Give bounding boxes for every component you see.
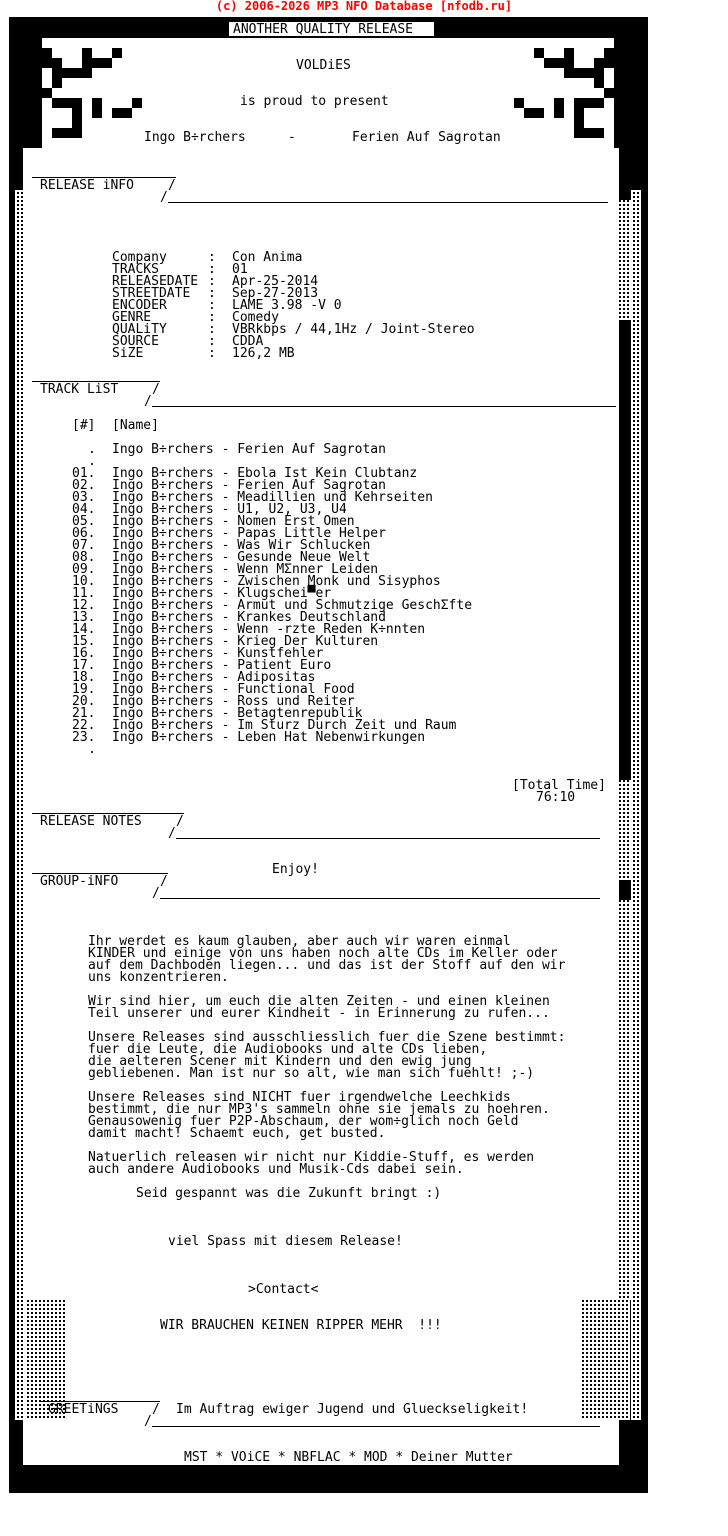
greetings-heading: GREETiNGS [48, 1402, 119, 1417]
release-info-key: SiZE [112, 346, 144, 361]
group-info-slash-2: / [152, 886, 160, 901]
track-number: 06. [72, 526, 96, 541]
track-list-rule [152, 406, 616, 407]
release-info-colon: : [208, 250, 216, 265]
track-name: Ingo B÷rchers - Betagtenrepublik [112, 706, 363, 721]
track-number: 01. [72, 466, 96, 481]
track-number: 16. [72, 646, 96, 661]
greetings-slash-1: / [152, 1402, 160, 1417]
track-number: 17. [72, 658, 96, 673]
greetings-names: MST * VOiCE * NBFLAC * MOD * Deiner Mutter [184, 1450, 513, 1465]
release-notes-rule [176, 838, 600, 839]
track-number: 13. [72, 610, 96, 625]
bottom-right-dither [580, 1300, 630, 1420]
group-info-line: Unsere Releases sind NICHT fuer irgendwelche Leechkids [88, 1090, 511, 1105]
group-info-line: KINDER und einige von uns haben noch alte CDs im Keller oder [88, 946, 558, 961]
release-info-value: Con Anima [232, 250, 303, 265]
top-left-ornament-icon [22, 38, 152, 148]
track-name: Ingo B÷rchers - Meadillien und Kehrseiten [112, 490, 433, 505]
track-name: Ingo B÷rchers - Was Wir Schlucken [112, 538, 371, 553]
greetings-rule [152, 1426, 600, 1427]
group-info-line: damit macht! Schaemt euch, get busted. [88, 1126, 386, 1141]
track-name: Ingo B÷rchers - Ross und Reiter [112, 694, 355, 709]
track-name: Ingo B÷rchers - Adipositas [112, 670, 316, 685]
release-info-value: 01 [232, 262, 248, 277]
track-name: Ingo B÷rchers - Krieg Der Kulturen [112, 634, 379, 649]
nfodb-header: (c) 2006-2026 MP3 NFO Database [nfodb.ru] [215, 0, 513, 13]
group-info-line: uns konzentrieren. [88, 970, 229, 985]
track-name: Ingo B÷rchers - Zwischen Monk und Sisyphos [112, 574, 441, 589]
group-info-line: Wir sind hier, um euch die alten Zeiten - und einen kleinen [88, 994, 550, 1009]
track-name: Ingo B÷rchers - Klugschei▀er [112, 586, 332, 601]
track-number: 03. [72, 490, 96, 505]
intro-dash: - [288, 130, 296, 145]
group-info-slash-1: / [160, 874, 168, 889]
release-info-value: Sep-27-2013 [232, 286, 319, 301]
track-list-heading: TRACK LiST [40, 382, 119, 397]
release-info-key: RELEASEDATE [112, 274, 199, 289]
release-info-value: 126,2 MB [232, 346, 295, 361]
group-info-line: gebliebenen. Man ist nur so alt, wie man sich fuehlt! ;-) [88, 1066, 535, 1081]
track-list-slash-2: / [144, 394, 152, 409]
group-info-line: fuer die Leute, die Audiobooks und alte CDs lieben, [88, 1042, 488, 1057]
group-info-line: die aelteren Scener mit Kindern und den ewig jung [88, 1054, 472, 1069]
present-line: is proud to present [240, 94, 389, 109]
track-number: 21. [72, 706, 96, 721]
release-info-colon: : [208, 334, 216, 349]
track-number: 18. [72, 670, 96, 685]
release-info-value: VBRkbps / 44,1Hz / Joint-Stereo [232, 322, 475, 337]
quality-tag: ANOTHER QUALITY RELEASE [233, 22, 414, 37]
total-time-label: [Total Time] [512, 778, 606, 793]
release-info-colon: : [208, 322, 216, 337]
release-info-slash-2: / [160, 190, 168, 205]
track-name: Ingo B÷rchers - U1, U2, U3, U4 [112, 502, 347, 517]
track-name: Ingo B÷rchers - Kunstfehler [112, 646, 324, 661]
track-number: 04. [72, 502, 96, 517]
release-info-value: CDDA [232, 334, 264, 349]
track-number: 05. [72, 514, 96, 529]
group-info-line: Unsere Releases sind ausschliesslich fuer die Szene bestimmt: [88, 1030, 566, 1045]
future-line: Seid gespannt was die Zukunft bringt :) [136, 1186, 442, 1201]
group-name: VOLDiES [296, 58, 351, 73]
track-number: 14. [72, 622, 96, 637]
track-dot-after: . [88, 742, 96, 757]
group-info-line: auf dem Dachboden liegen... und das ist der Stoff auf den wir [88, 958, 566, 973]
release-notes-slash-2: / [168, 826, 176, 841]
release-info-key: STREETDATE [112, 286, 191, 301]
group-info-line: Ihr werdet es kaum glauben, aber auch wir waren einmal [88, 934, 511, 949]
track-name: Ingo B÷rchers - Nomen Erst Omen [112, 514, 355, 529]
greetings-slash-2: / [144, 1414, 152, 1429]
track-name: Ingo B÷rchers - Patient Euro [112, 658, 332, 673]
release-info-heading: RELEASE iNFO [40, 178, 134, 193]
greetings-motto: Im Auftrag ewiger Jugend und Glueckseligkeit! [176, 1402, 529, 1417]
track-number: 19. [72, 682, 96, 697]
release-info-value: LAME 3.98 -V 0 [232, 298, 342, 313]
top-right-ornament-icon [504, 38, 634, 148]
track-col-name: [Name] [112, 418, 159, 433]
track-name: Ingo B÷rchers - Wenn MΣnner Leiden [112, 562, 379, 577]
release-info-colon: : [208, 310, 216, 325]
release-info-key: QUALiTY [112, 322, 167, 337]
release-info-colon: : [208, 286, 216, 301]
release-info-colon: : [208, 298, 216, 313]
track-name: Ingo B÷rchers - Ferien Auf Sagrotan [112, 478, 386, 493]
contact-line: >Contact< [248, 1282, 319, 1297]
release-info-value: Apr-25-2014 [232, 274, 319, 289]
release-info-value: Comedy [232, 310, 279, 325]
release-info-key: SOURCE [112, 334, 159, 349]
album-line-num: . [88, 442, 96, 457]
track-name: Ingo B÷rchers - Krankes Deutschland [112, 610, 386, 625]
group-info-line: bestimmt, die nur MP3's sammeln ohne sie jemals zu hoehren. [88, 1102, 550, 1117]
track-name: Ingo B÷rchers - Gesunde Neue Welt [112, 550, 371, 565]
track-col-num: [#] [72, 418, 96, 433]
track-number: 09. [72, 562, 96, 577]
intro-album: Ferien Auf Sagrotan [352, 130, 501, 145]
right-dither-inner [617, 200, 631, 320]
track-number: 12. [72, 598, 96, 613]
group-info-line: auch andere Audiobooks und Musik-Cds dabei sein. [88, 1162, 464, 1177]
track-number: 23. [72, 730, 96, 745]
release-info-key: ENCODER [112, 298, 167, 313]
track-number: 15. [72, 634, 96, 649]
release-notes-text: Enjoy! [272, 862, 319, 877]
total-time-value: 76:10 [536, 790, 576, 805]
track-number: 11. [72, 586, 96, 601]
release-info-colon: : [208, 346, 216, 361]
album-line: Ingo B÷rchers - Ferien Auf Sagrotan [112, 442, 386, 457]
release-info-key: Company [112, 250, 167, 265]
track-number: 22. [72, 718, 96, 733]
release-info-key: TRACKS [112, 262, 159, 277]
track-name: Ingo B÷rchers - Papas Little Helper [112, 526, 386, 541]
track-dot-before: . [88, 454, 96, 469]
release-info-rule [168, 202, 608, 203]
group-info-line: Genausowenig fuer P2P-Abschaum, der wom÷glich noch Geld [88, 1114, 519, 1129]
track-list-slash-1: / [152, 382, 160, 397]
track-name: Ingo B÷rchers - Functional Food [112, 682, 355, 697]
track-number: 10. [72, 574, 96, 589]
track-name: Ingo B÷rchers - Im Sturz Durch Zeit und Raum [112, 718, 457, 733]
track-number: 02. [72, 478, 96, 493]
track-number: 08. [72, 550, 96, 565]
right-dither-strip [631, 190, 641, 1420]
release-info-colon: : [208, 262, 216, 277]
group-info-rule [160, 898, 600, 899]
track-number: 20. [72, 694, 96, 709]
group-info-line: Natuerlich releasen wir nicht nur Kiddie-Stuff, es werden [88, 1150, 535, 1165]
ripper-line: WIR BRAUCHEN KEINEN RIPPER MEHR !!! [160, 1318, 442, 1333]
release-info-key: GENRE [112, 310, 152, 325]
intro-artist: Ingo B÷rchers [144, 130, 246, 145]
fun-line: viel Spass mit diesem Release! [168, 1234, 403, 1249]
track-name: Ingo B÷rchers - Ebola Ist Kein Clubtanz [112, 466, 418, 481]
group-info-heading: GROUP-iNFO [40, 874, 119, 889]
track-name: Ingo B÷rchers - Wenn -rzte Reden K÷nnten [112, 622, 426, 637]
track-number: 07. [72, 538, 96, 553]
track-name: Ingo B÷rchers - Armut und Schmutzige GeschΣfte [112, 598, 473, 613]
release-info-colon: : [208, 274, 216, 289]
release-notes-slash-1: / [176, 814, 184, 829]
group-info-line: Teil unserer und eurer Kindheit - in Erinnerung zu rufen... [88, 1006, 550, 1021]
release-info-slash-1: / [168, 178, 176, 193]
release-notes-heading: RELEASE NOTES [40, 814, 142, 829]
track-name: Ingo B÷rchers - Leben Hat Nebenwirkungen [112, 730, 426, 745]
